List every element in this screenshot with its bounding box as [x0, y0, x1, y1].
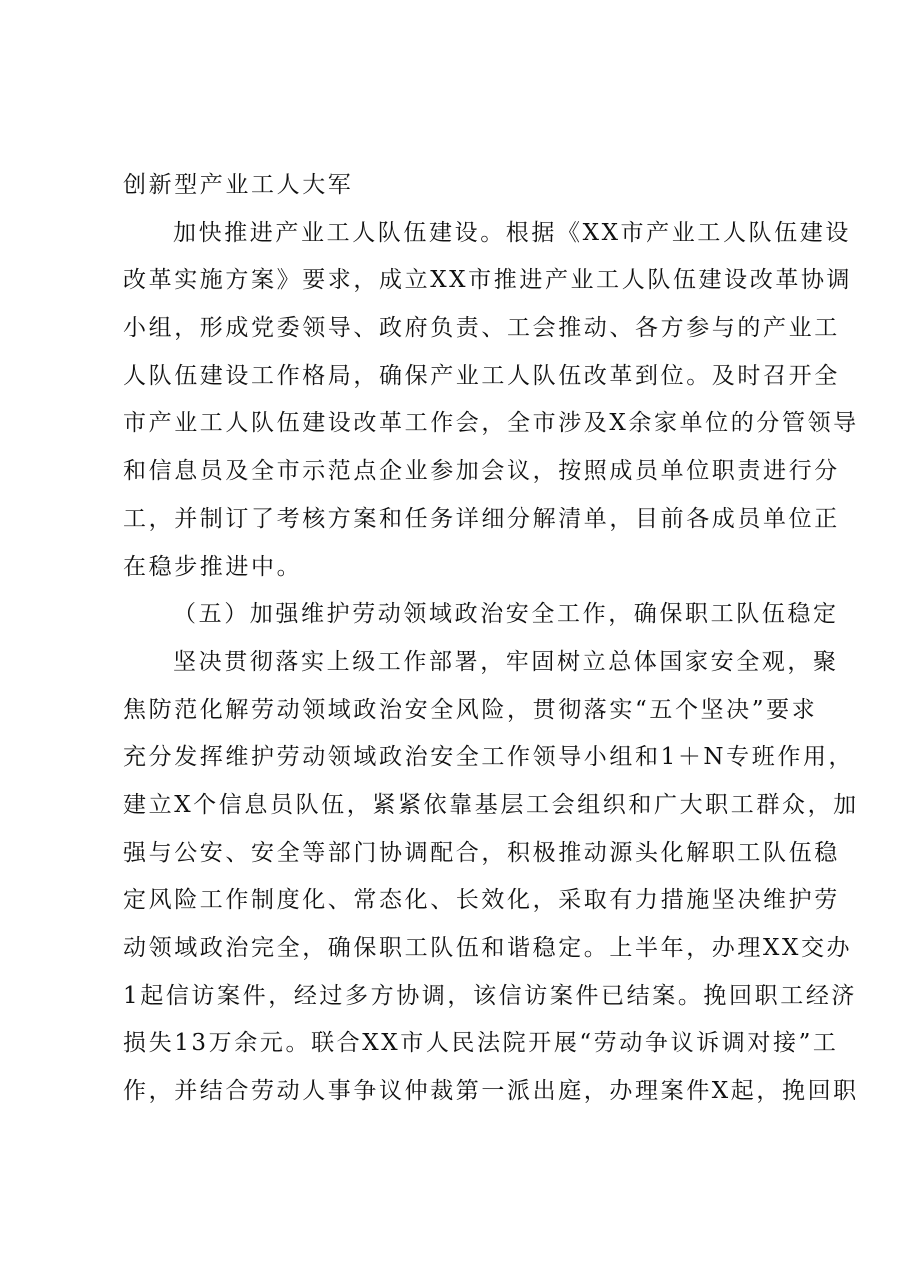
text-line: 和信息员及全市示范点企业参加会议，按照成员单位职责进行分 [123, 458, 840, 485]
text-line: 创新型产业工人大军 [123, 172, 354, 198]
text-line: 小组，形成党委领导、政府负责、工会推动、各方参与的产业工 [123, 315, 840, 342]
text-line: 改革实施方案》要求，成立XX市推进产业工人队伍建设改革协调 [123, 267, 853, 294]
text-line: 工，并制订了考核方案和任务详细分解清单，目前各成员单位正 [123, 505, 840, 532]
text-line: 损失13万余元。联合XX市人民法院开展“劳动争议诉调对接”工 [123, 1030, 839, 1057]
text-line: 人队伍建设工作格局，确保产业工人队伍改革到位。及时召开全 [123, 362, 840, 389]
text-line: 作，并结合劳动人事争议仲裁第一派出庭，办理案件X起，挽回职 [123, 1078, 859, 1105]
text-line: 定风险工作制度化、常态化、长效化，采取有力措施坚决维护劳 [123, 887, 840, 914]
text-line: 加快推进产业工人队伍建设。根据《XX市产业工人队伍建设 [173, 219, 851, 246]
text-line: 市产业工人队伍建设改革工作会，全市涉及X余家单位的分管领导 [123, 410, 859, 437]
section-heading: （五）加强维护劳动领域政治安全工作，确保职工队伍稳定 [173, 601, 839, 628]
text-line: 建立X个信息员队伍，紧紧依靠基层工会组织和广大职工群众，加 [123, 791, 859, 818]
text-line: 强与公安、安全等部门协调配合，积极推动源头化解职工队伍稳 [123, 839, 840, 866]
text-line: 在稳步推进中。 [123, 553, 303, 580]
document-body [123, 162, 859, 1116]
text-line: 坚决贯彻落实上级工作部署，牢固树立总体国家安全观，聚 [173, 648, 839, 675]
text-line: 1起信访案件，经过多方协调，该信访案件已结案。挽回职工经济 [123, 982, 858, 1009]
text-line: 充分发挥维护劳动领域政治安全工作领导小组和1＋N专班作用， [123, 744, 855, 771]
text-line: 焦防范化解劳动领域政治安全风险，贯彻落实“五个坚决”要求 [123, 696, 818, 723]
text-line: 动领域政治完全，确保职工队伍和谐稳定。上半年，办理XX交办 [123, 935, 853, 961]
